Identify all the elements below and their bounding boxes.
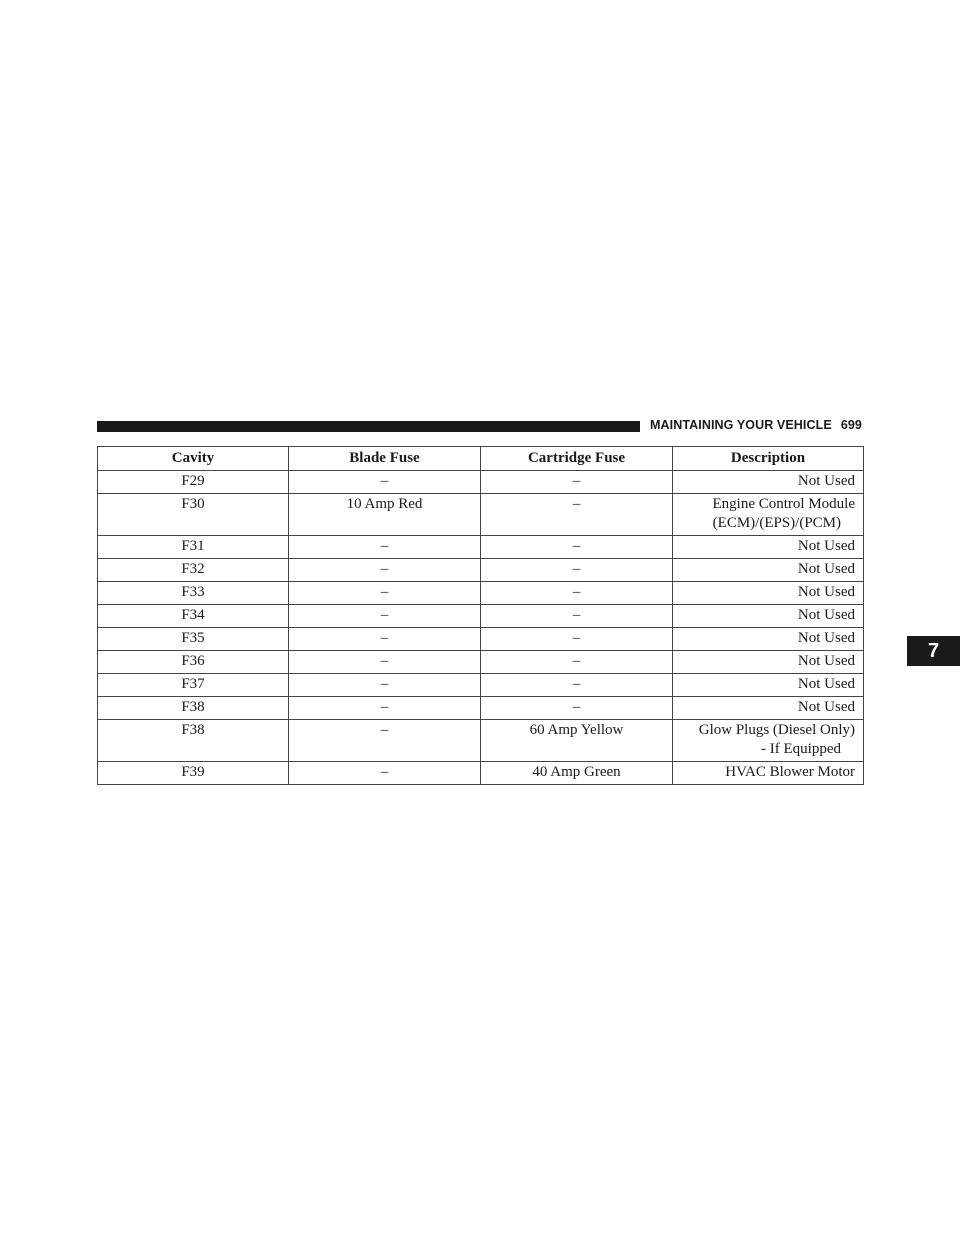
cavity-cell: F32 (98, 559, 289, 582)
description-line: Not Used (797, 653, 855, 669)
description-line: Not Used (797, 538, 855, 554)
column-header-cavity: Cavity (98, 447, 289, 471)
cavity-cell: F29 (98, 471, 289, 494)
cartridge-fuse-cell: – (481, 605, 673, 628)
description-cell (673, 494, 864, 536)
cartridge-fuse-cell: 40 Amp Green (481, 762, 673, 785)
description-line: Not Used (797, 699, 855, 715)
blade-fuse-cell: – (289, 628, 481, 651)
description-line: Not Used (797, 561, 855, 577)
description-cell (673, 605, 864, 628)
blade-fuse-cell: – (289, 762, 481, 785)
table-header-row (98, 447, 864, 471)
description-line: Not Used (797, 584, 855, 600)
blade-fuse-cell: 10 Amp Red (289, 494, 481, 536)
cavity-cell: F35 (98, 628, 289, 651)
blade-fuse-cell: – (289, 559, 481, 582)
cartridge-fuse-cell: – (481, 471, 673, 494)
page-header (650, 418, 862, 432)
description-cell (673, 582, 864, 605)
table-row (98, 674, 864, 697)
description-cell (673, 628, 864, 651)
blade-fuse-cell: – (289, 674, 481, 697)
blade-fuse-cell: – (289, 720, 481, 762)
table-row (98, 471, 864, 494)
description-line: Glow Plugs (Diesel Only) (698, 722, 855, 738)
cavity-cell: F38 (98, 720, 289, 762)
table-row (98, 628, 864, 651)
cartridge-fuse-cell: 60 Amp Yellow (481, 720, 673, 762)
blade-fuse-cell: – (289, 471, 481, 494)
blade-fuse-cell: – (289, 697, 481, 720)
cartridge-fuse-cell: – (481, 559, 673, 582)
description-cell (673, 536, 864, 559)
chapter-tab: 7 (907, 636, 960, 666)
cartridge-fuse-cell: – (481, 651, 673, 674)
cavity-cell: F30 (98, 494, 289, 536)
table-row (98, 720, 864, 762)
cavity-cell: F36 (98, 651, 289, 674)
blade-fuse-cell: – (289, 605, 481, 628)
cartridge-fuse-cell: – (481, 628, 673, 651)
description-line: HVAC Blower Motor (725, 764, 855, 780)
fuse-table (97, 446, 864, 785)
cavity-cell: F39 (98, 762, 289, 785)
description-cell (673, 674, 864, 697)
description-cell (673, 762, 864, 785)
section-title: MAINTAINING YOUR VEHICLE (650, 418, 832, 432)
table-row (98, 651, 864, 674)
cartridge-fuse-cell: – (481, 494, 673, 536)
cavity-cell: F31 (98, 536, 289, 559)
blade-fuse-cell: – (289, 582, 481, 605)
column-header-description: Description (673, 447, 864, 471)
table-body (98, 471, 864, 785)
cartridge-fuse-cell: – (481, 674, 673, 697)
table-row (98, 536, 864, 559)
table-row (98, 582, 864, 605)
cavity-cell: F38 (98, 697, 289, 720)
description-cell (673, 471, 864, 494)
page-number: 699 (840, 418, 862, 432)
description-line: Engine Control Module (712, 496, 855, 512)
description-cell (673, 697, 864, 720)
cartridge-fuse-cell: – (481, 582, 673, 605)
description-line: (ECM)/(EPS)/(PCM) (712, 515, 841, 531)
description-line: Not Used (797, 473, 855, 489)
description-cell (673, 559, 864, 582)
cavity-cell: F37 (98, 674, 289, 697)
description-line: Not Used (797, 630, 855, 646)
table-row (98, 559, 864, 582)
cavity-cell: F33 (98, 582, 289, 605)
description-line: Not Used (797, 607, 855, 623)
blade-fuse-cell: – (289, 536, 481, 559)
description-line: - If Equipped (761, 741, 841, 757)
column-header-blade-fuse: Blade Fuse (289, 447, 481, 471)
table-row (98, 494, 864, 536)
header-rule (97, 421, 640, 432)
blade-fuse-cell: – (289, 651, 481, 674)
table-row (98, 605, 864, 628)
cartridge-fuse-cell: – (481, 697, 673, 720)
description-line: Not Used (797, 676, 855, 692)
description-cell (673, 651, 864, 674)
table-row (98, 762, 864, 785)
description-cell (673, 720, 864, 762)
column-header-cartridge-fuse: Cartridge Fuse (481, 447, 673, 471)
cartridge-fuse-cell: – (481, 536, 673, 559)
table-row (98, 697, 864, 720)
cavity-cell: F34 (98, 605, 289, 628)
